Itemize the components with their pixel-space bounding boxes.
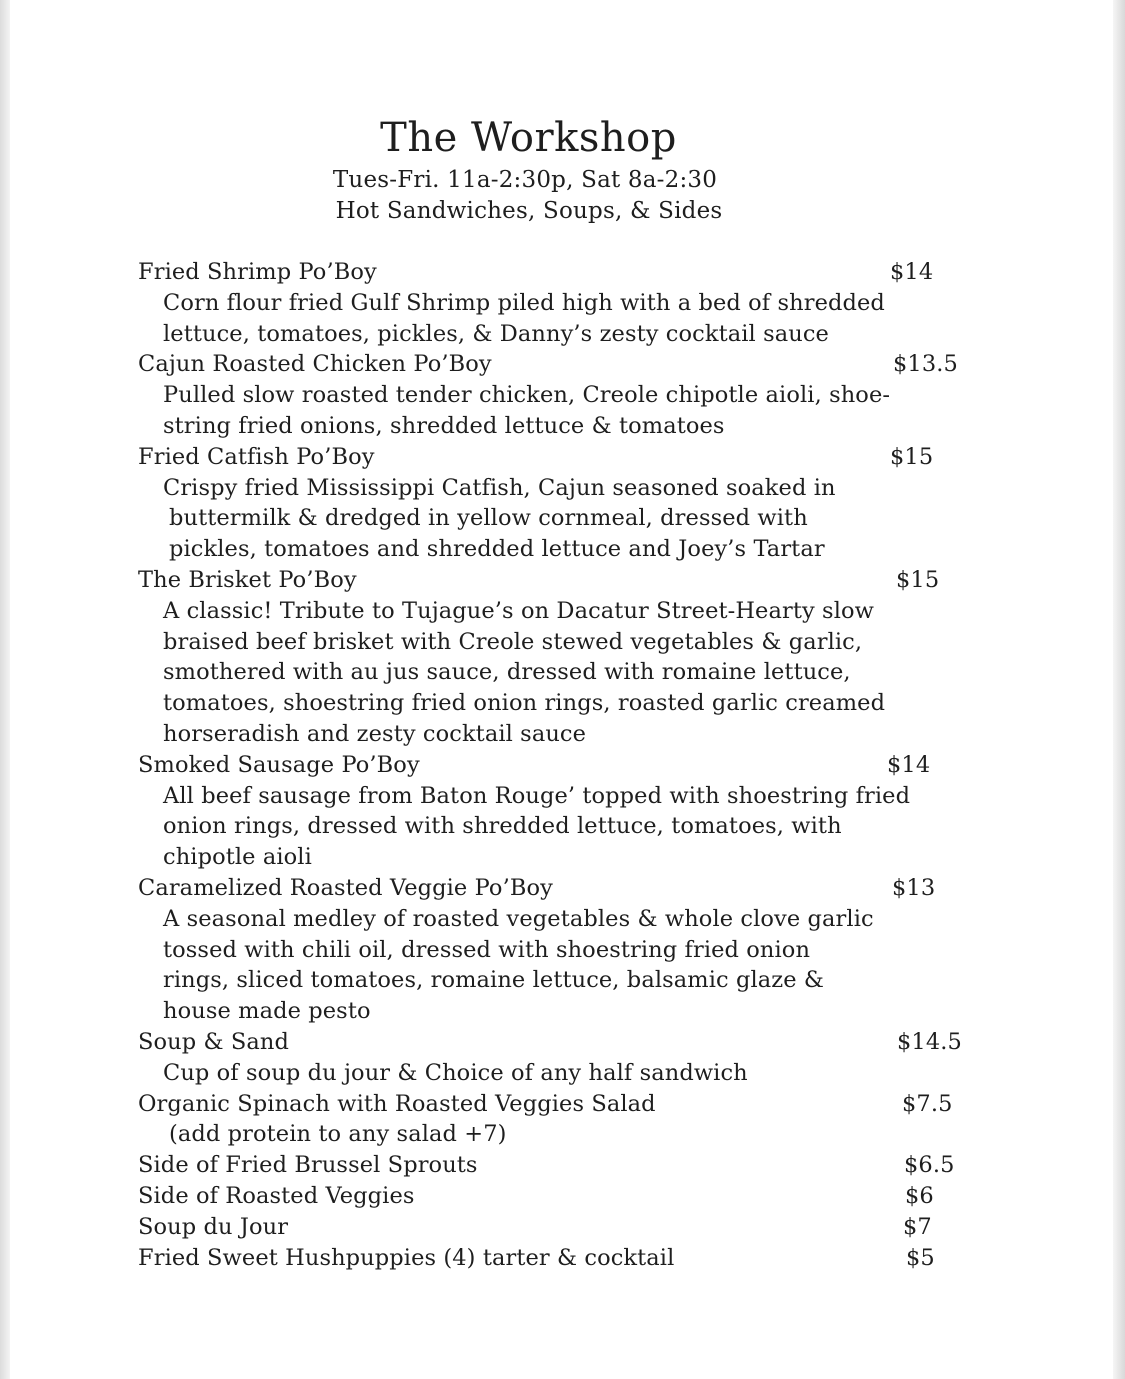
menu-item-name: Side of Roasted Veggies <box>138 1183 415 1209</box>
menu-item-description: smothered with au jus sauce, dressed with romaine lettuce, <box>163 659 851 686</box>
menu-item-description: house made pesto <box>163 998 371 1025</box>
menu-item-name: Smoked Sausage Po’Boy <box>138 751 420 778</box>
menu-item-name: Fried Sweet Hushpuppies (4) tarter & cocktail <box>138 1244 675 1271</box>
menu-item-price: $7 <box>903 1213 932 1240</box>
menu-item-description: pickles, tomatoes and shredded lettuce and Joey’s Tartar <box>169 536 825 563</box>
menu-item-description: lettuce, tomatoes, pickles, & Danny’s zesty cocktail sauce <box>163 320 829 347</box>
menu-item-name: Soup & Sand <box>138 1029 290 1055</box>
menu-item-name: Soup du Jour <box>138 1213 289 1240</box>
menu-item-price: $13.5 <box>893 351 958 378</box>
menu-item-description: Crispy fried Mississippi Catfish, Cajun seasoned soaked in <box>163 474 836 501</box>
menu-item-description: A classic! Tribute to Tujague’s on Dacatur Street-Hearty slow <box>163 597 874 624</box>
menu-item-description: chipotle aioli <box>163 844 312 871</box>
menu-item-description: All beef sausage from Baton Rouge’ topped with shoestring fried <box>163 782 911 809</box>
menu-item-description: onion rings, dressed with shredded lettuce, tomatoes, with <box>163 813 842 840</box>
menu-item-price: $15 <box>890 443 934 470</box>
menu-item-description: horseradish and zesty cocktail sauce <box>163 721 587 747</box>
menu-item-description: string fried onions, shredded lettuce & tomatoes <box>163 413 725 439</box>
menu-item-description: Corn flour fried Gulf Shrimp piled high with a bed of shredded <box>163 289 885 316</box>
menu-item-price: $7.5 <box>902 1090 953 1117</box>
menu-item-name: Caramelized Roasted Veggie Po’Boy <box>138 875 553 901</box>
menu-item-price: $13 <box>892 875 936 901</box>
menu-item-price: $6 <box>905 1183 934 1209</box>
menu-item-description: rings, sliced tomatoes, romaine lettuce, balsamic glaze & <box>163 967 825 994</box>
menu-item-price: $15 <box>896 567 940 593</box>
menu-item-name: Side of Fried Brussel Sprouts <box>138 1152 478 1179</box>
menu-item-description: A seasonal medley of roasted vegetables & whole clove garlic <box>163 905 874 932</box>
menu-item-price: $14.5 <box>897 1029 962 1055</box>
menu-item-price: $14 <box>887 751 931 778</box>
categories-line: Hot Sandwiches, Soups, & Sides <box>335 198 723 224</box>
menu-item-description: tossed with chili oil, dressed with shoestring fried onion <box>163 936 811 963</box>
menu-item-description: buttermilk & dredged in yellow cornmeal, dressed with <box>169 505 808 532</box>
hours-line: Tues-Fri. 11a-2:30p, Sat 8a-2:30 <box>332 167 718 193</box>
menu-item-description: Pulled slow roasted tender chicken, Creole chipotle aioli, shoe- <box>163 382 891 409</box>
menu-item-description: Cup of soup du jour & Choice of any half sandwich <box>163 1059 748 1086</box>
menu-item-description: (add protein to any salad +7) <box>169 1121 507 1148</box>
menu-item-name: Organic Spinach with Roasted Veggies Salad <box>138 1090 656 1117</box>
menu-item-price: $14 <box>890 259 934 285</box>
menu-item-name: Fried Shrimp Po’Boy <box>138 259 377 285</box>
menu-item-price: $5 <box>906 1244 935 1271</box>
menu-item-description: tomatoes, shoestring fried onion rings, roasted garlic creamed <box>163 690 886 717</box>
menu-item-name: Cajun Roasted Chicken Po’Boy <box>138 351 492 378</box>
menu-item-description: braised beef brisket with Creole stewed vegetables & garlic, <box>163 628 863 655</box>
menu-item-price: $6.5 <box>904 1152 955 1179</box>
menu-title: The Workshop <box>380 115 677 161</box>
menu-item-name: The Brisket Po’Boy <box>138 567 357 593</box>
menu-item-name: Fried Catfish Po’Boy <box>138 443 375 470</box>
